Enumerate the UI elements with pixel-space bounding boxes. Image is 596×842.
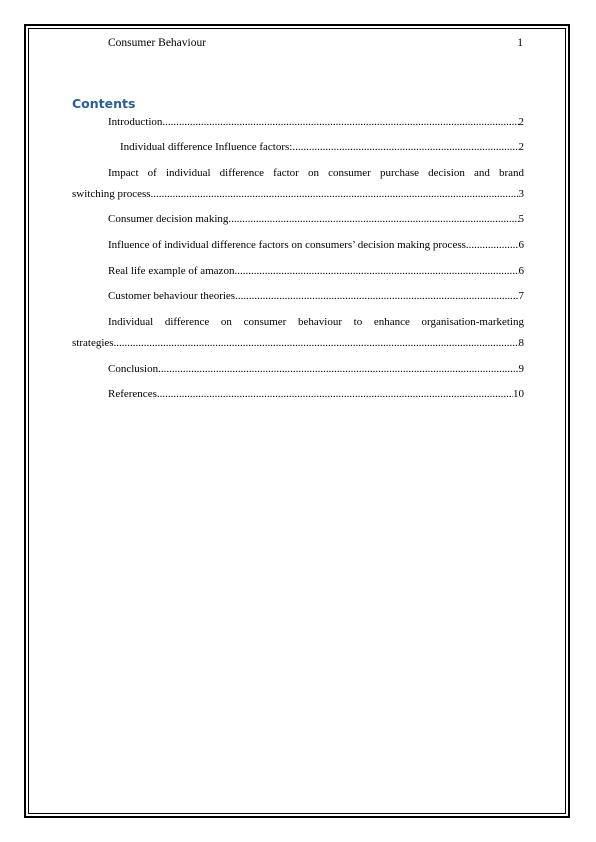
toc-entry-impact-line1[interactable]: Impact of individual difference factor on consumer purchase decision and brand — [108, 167, 524, 179]
toc-entry-marketing-strategies-line2[interactable] — [72, 337, 524, 350]
toc-leader-dots — [292, 141, 518, 154]
toc-entry-label: References — [108, 388, 157, 400]
toc-entry-page: 2 — [518, 141, 524, 153]
toc-leader-dots — [228, 213, 518, 226]
toc-entry-behaviour-theories[interactable] — [72, 290, 524, 303]
toc-entry-label: Introduction — [108, 116, 163, 128]
toc-entry-page: 7 — [518, 290, 524, 302]
toc-leader-dots — [234, 265, 518, 278]
toc-entry-label: Conclusion — [108, 363, 159, 375]
toc-entry-label: Real life example of amazon — [108, 265, 235, 277]
toc-leader-dots — [162, 116, 518, 129]
toc-leader-dots — [235, 290, 518, 303]
toc-leader-dots — [158, 363, 518, 376]
toc-entry-marketing-strategies-line1[interactable]: Individual difference on consumer behaviour to enhance organisation-marketing — [108, 316, 524, 328]
toc-leader-dots — [114, 337, 519, 350]
toc-entry-label: Influence of individual difference factors on consumers’ decision making process — [108, 239, 466, 251]
toc-heading: Contents — [72, 96, 136, 111]
toc-entry-page: 6 — [518, 265, 524, 277]
toc-entry-label: Consumer decision making — [108, 213, 229, 225]
toc-entry-influence-decision-process[interactable] — [72, 239, 524, 252]
toc-leader-dots — [466, 239, 519, 252]
toc-entry-page: 2 — [518, 116, 524, 128]
toc-entry-label: strategies — [72, 337, 114, 349]
toc-leader-dots — [157, 388, 513, 401]
toc-entry-conclusion[interactable] — [72, 363, 524, 376]
toc-entry-influence-factors[interactable] — [72, 141, 524, 154]
toc-entry-introduction[interactable] — [72, 116, 524, 129]
toc-entry-page: 3 — [518, 188, 524, 200]
toc-entry-label: switching process — [72, 188, 151, 200]
toc-entry-consumer-decision-making[interactable] — [72, 213, 524, 226]
toc-entry-label: Customer behaviour theories — [108, 290, 236, 302]
toc-entry-page: 10 — [513, 388, 524, 400]
running-header-title: Consumer Behaviour — [108, 37, 207, 49]
toc-entry-page: 8 — [518, 337, 524, 349]
toc-entry-label: Individual difference Influence factors: — [120, 141, 293, 153]
running-header-page-number: 1 — [517, 37, 523, 49]
toc-entry-impact-line2[interactable] — [72, 188, 524, 201]
toc-entry-page: 5 — [518, 213, 524, 225]
toc-leader-dots — [151, 188, 519, 201]
toc-entry-amazon-example[interactable] — [72, 265, 524, 278]
toc-entry-references[interactable] — [72, 388, 524, 401]
toc-entry-page: 9 — [518, 363, 524, 375]
toc-entry-page: 6 — [518, 239, 524, 251]
